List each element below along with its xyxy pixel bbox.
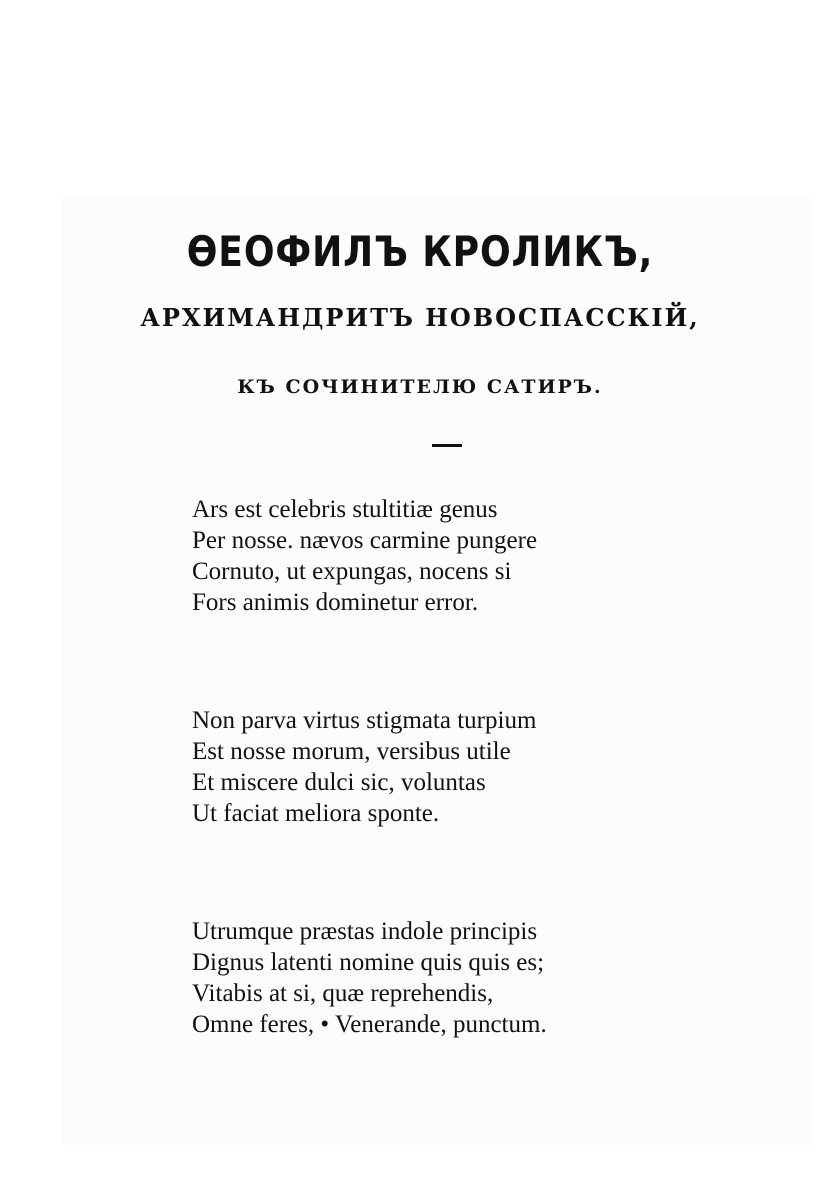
poem-line: Ars est celebris stultitiæ genus — [192, 496, 498, 523]
poem-line: Omne feres, • Venerande, punctum. — [192, 1011, 547, 1038]
poem-line: Est nosse morum, versibus utile — [192, 738, 511, 765]
poem-stanza-2 — [192, 705, 536, 829]
poem-stanza-1 — [192, 494, 537, 618]
poem-line: Cornuto, ut expungas, nocens si — [192, 558, 512, 585]
poem-line: Non parva virtus stigmata turpium — [192, 707, 537, 734]
poem-line: Per nosse. nævos carmine pungere — [192, 527, 538, 554]
dedication-line: КЪ СОЧИНИТЕЛЮ САТИРЪ. — [237, 376, 603, 398]
poem-line: Utrumque præstas indole principis — [192, 918, 538, 945]
poem-line: Fors animis dominetur error. — [192, 589, 479, 616]
poem-line: Vitabis at si, quæ reprehendis, — [192, 980, 494, 1007]
section-divider — [432, 444, 462, 447]
poem-line: Et miscere dulci sic, voluntas — [192, 769, 486, 796]
poem-line: Ut faciat meliora sponte. — [192, 800, 440, 827]
author-rank-subtitle: АРХИМАНДРИТЪ НОВОСПАССКІЙ, — [140, 303, 700, 332]
poem-stanza-3 — [192, 916, 547, 1040]
poem-line: Dignus latenti nomine quis quis es; — [192, 949, 545, 976]
author-title: ѲЕОФИЛЪ КРОЛИКЪ, — [186, 227, 654, 276]
